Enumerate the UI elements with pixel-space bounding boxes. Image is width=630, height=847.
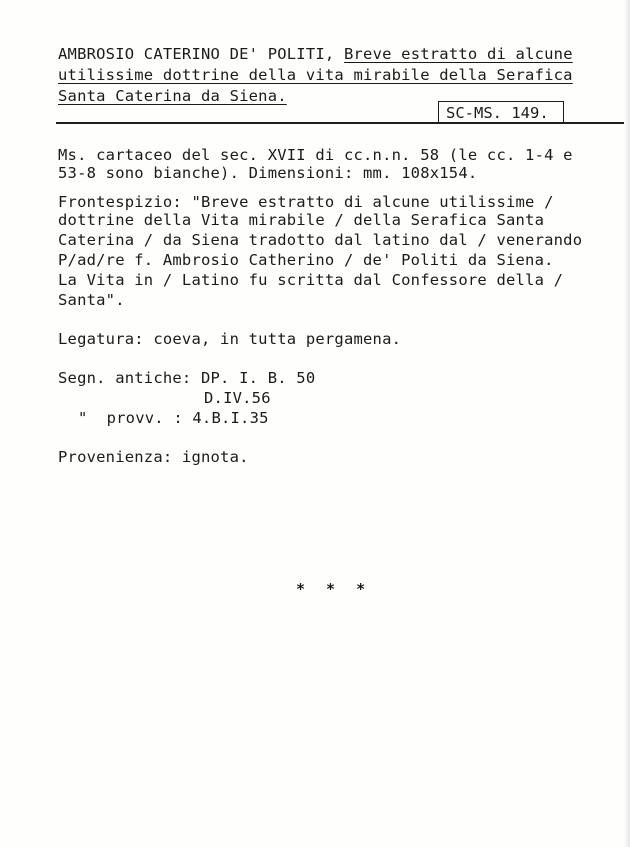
frontispiece-line-2: dottrine della Vita mirabile / della Serafica Santa [58, 211, 545, 229]
page-edge-shadow [624, 0, 630, 847]
shelfmarks-line-1: Segn. antiche: DP. I. B. 50 [58, 369, 316, 387]
frontispiece-line-6: Santa". [58, 291, 125, 309]
description-line-1: Ms. cartaceo del sec. XVII di cc.n.n. 58 (le cc. 1-4 e [58, 146, 573, 164]
shelfmarks-line-3: " provv. : 4.B.I.35 [78, 409, 269, 427]
frontispiece-line-1: Frontespizio: "Breve estratto di alcune utilissime / [58, 193, 554, 211]
end-mark: * * * [296, 580, 372, 598]
author-name: AMBROSIO CATERINO DE' POLITI, [58, 45, 335, 63]
binding-line: Legatura: coeva, in tutta pergamena. [58, 330, 402, 348]
shelfmarks-line-2: D.IV.56 [204, 389, 271, 407]
title-line-3: Santa Caterina da Siena. [58, 87, 287, 105]
frontispiece-line-5: La Vita in / Latino fu scritta dal Confessore della / [58, 271, 564, 289]
title-part-1: Breve estratto di alcune [343, 45, 573, 63]
frontispiece-line-3: Caterina / da Siena tradotto dal latino dal / venerando [58, 231, 583, 249]
provenance-line: Provenienza: ignota. [58, 448, 249, 466]
header-divider [56, 122, 624, 124]
shelfmark: SC-MS. 149. [446, 104, 549, 122]
description-line-2: 53-8 sono bianche). Dimensioni: mm. 108x154. [58, 164, 478, 182]
title-line-2: utilissime dottrine della vita mirabile della Serafica [58, 66, 573, 84]
frontispiece-line-4: P/ad/re f. Ambrosio Catherino / de' Politi da Siena. [58, 251, 554, 269]
header-line-1 [58, 45, 573, 63]
